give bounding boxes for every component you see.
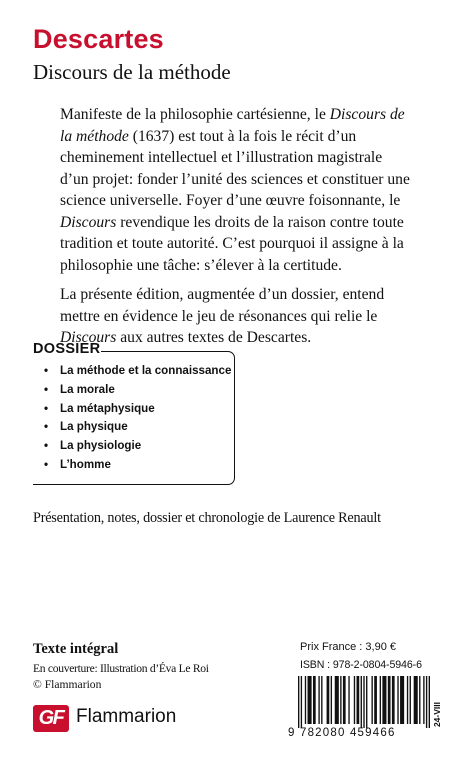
print-code: 24-VIII: [432, 702, 442, 728]
barcode-bar: [426, 676, 427, 728]
dossier-item: • La morale: [44, 382, 231, 401]
barcode-bar: [388, 676, 391, 724]
book-title: Discours de la méthode: [33, 60, 231, 84]
barcode-bar: [335, 676, 339, 724]
dossier-item: • La physique: [44, 419, 231, 438]
texte-integral-label: Texte intégral: [33, 641, 119, 657]
edition-credits: Présentation, notes, dossier et chronologie de Laurence Renault: [33, 510, 381, 526]
barcode-bar: [313, 676, 316, 724]
barcode-bar: [298, 676, 299, 728]
barcode-bar: [419, 676, 420, 724]
barcode-bar: [397, 676, 398, 724]
back-cover-blurb: [60, 104, 410, 357]
barcode-bar: [340, 676, 341, 724]
price-label: Prix France : 3,90 €: [300, 641, 396, 653]
barcode-bar: [392, 676, 395, 724]
cover-illustration-credit: En couverture: Illustration d’Éva Le Roi: [33, 662, 209, 675]
gf-logo: GF: [33, 705, 69, 732]
barcode-bar: [382, 676, 386, 724]
author-name: Descartes: [33, 24, 164, 54]
barcode-bar: [380, 676, 381, 724]
barcode-digits: 9 782080 459466: [288, 727, 396, 739]
barcode-bar: [423, 676, 424, 724]
barcode-bar: [308, 676, 312, 724]
barcode-bar: [366, 676, 367, 728]
barcode-bar: [348, 676, 349, 724]
barcode-bar: [331, 676, 332, 724]
barcode-bar: [410, 676, 411, 724]
barcode-bar: [318, 676, 319, 724]
blurb-paragraph-2: La présente édition, augmentée d’un dossier, entend mettre en évidence le jeu de résonances qui relie le Discours aux autres textes de Descartes.: [60, 286, 385, 346]
dossier-list: [44, 363, 231, 476]
copyright-notice: © Flammarion: [33, 678, 102, 691]
barcode-image: [298, 676, 430, 728]
publisher-name: Flammarion: [76, 706, 177, 727]
barcode-bar: [371, 676, 372, 724]
dossier-heading: DOSSIER: [33, 341, 101, 357]
isbn-label: ISBN : 978-2-0804-5946-6: [300, 659, 422, 671]
barcode-bar: [357, 676, 360, 724]
barcode-bar: [429, 676, 430, 728]
barcode-bar: [363, 676, 364, 728]
barcode-bar: [374, 676, 377, 724]
barcode-bar: [354, 676, 355, 724]
blurb-paragraph-1: Manifeste de la philosophie cartésienne, le Discours de la méthode (1637) est tout à la fois le récit d’un cheminement intellectuel et l’illustration magistrale d’un projet: fonder l’unité des sciences et constituer une science universelle. Foyer d’une œuvre foisonnante, le Discours revendique les droits de la raison contre toute tradition et toute autorité. C’est pourquoi il assigne à la philosophie une tâche: s’élever à la certitude.: [60, 106, 410, 274]
barcode-bar: [321, 676, 322, 724]
dossier-item: • L’homme: [44, 457, 231, 476]
barcode-bar: [414, 676, 418, 724]
barcode-bar: [361, 676, 362, 728]
barcode-bar: [400, 676, 404, 724]
barcode-bar: [327, 676, 330, 724]
barcode-bar: [301, 676, 302, 728]
dossier-item: • La métaphysique: [44, 401, 231, 420]
barcode-bar: [305, 676, 306, 724]
dossier-item: • La méthode et la connaissance: [44, 363, 231, 382]
dossier-item: • La physiologie: [44, 438, 231, 457]
barcode-bar: [407, 676, 408, 724]
barcode-bar: [343, 676, 346, 724]
